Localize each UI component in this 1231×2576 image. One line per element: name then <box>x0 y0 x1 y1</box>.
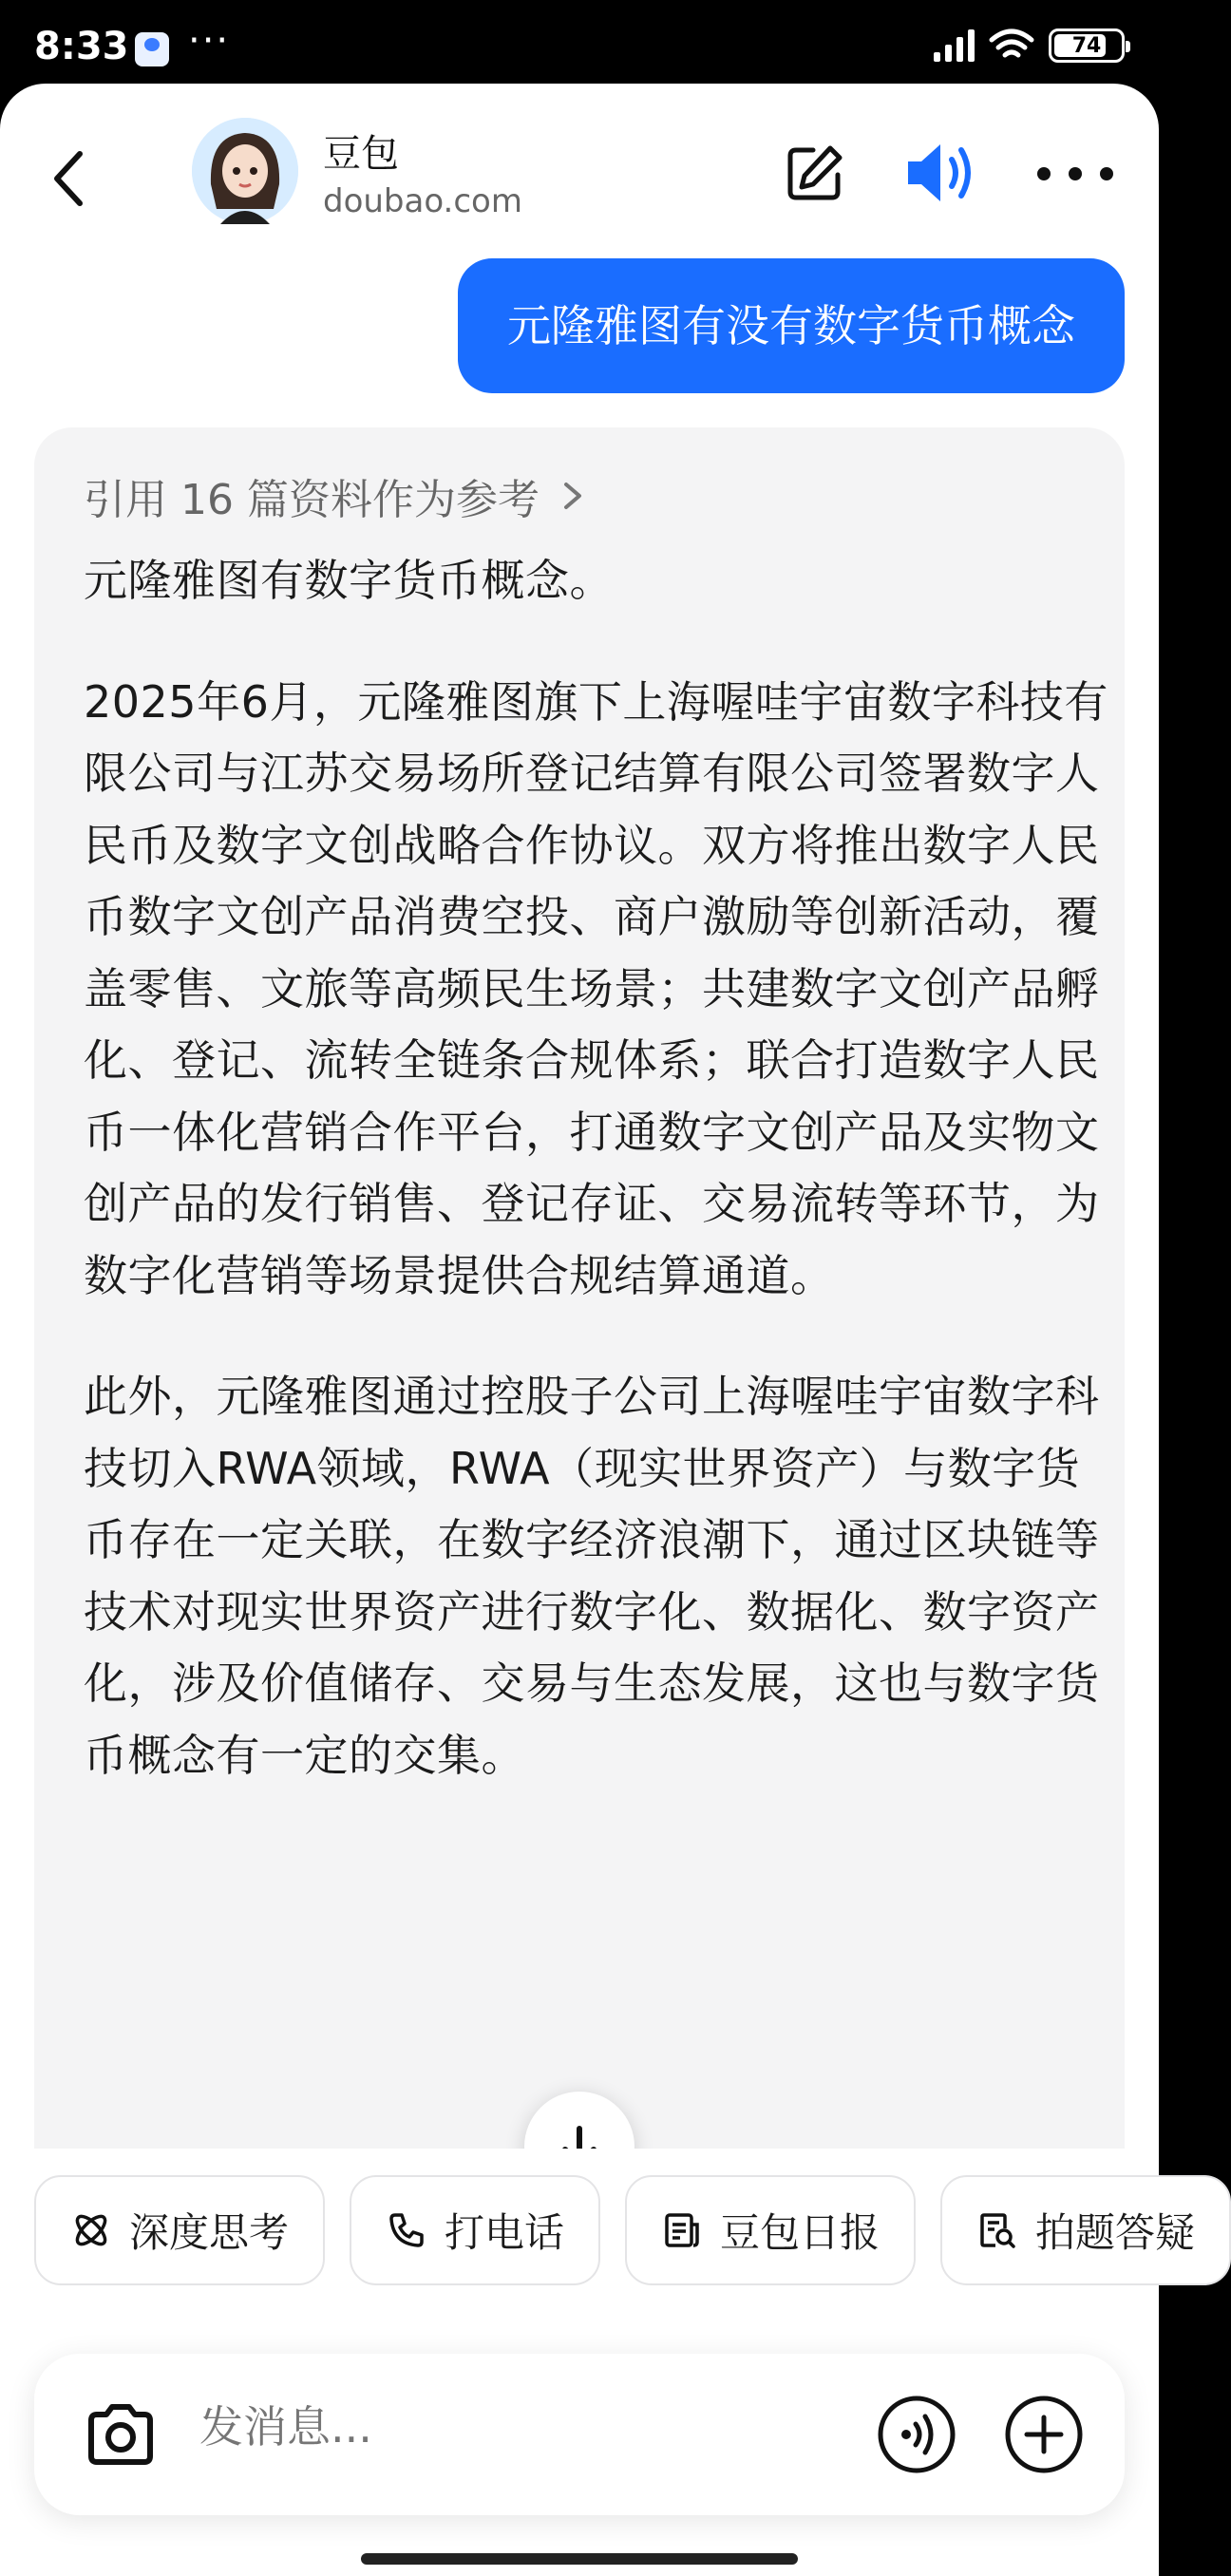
chip-label: 拍题答疑 <box>1035 2209 1196 2256</box>
chip-label: 豆包日报 <box>720 2209 881 2256</box>
voice-icon[interactable] <box>876 2394 957 2475</box>
quick-action-bar <box>34 2175 1231 2285</box>
reference-label: 引用 16 篇资料作为参考 <box>84 476 540 524</box>
edit-icon[interactable] <box>781 141 847 207</box>
signal-icon <box>934 29 975 62</box>
bot-domain: doubao.com <box>323 182 522 220</box>
reference-link[interactable] <box>84 465 587 526</box>
battery-level: 74 <box>1071 33 1102 58</box>
bot-name: 豆包 <box>323 132 399 176</box>
more-notifications-icon: ··· <box>188 19 231 63</box>
photo-question-chip[interactable] <box>940 2175 1231 2285</box>
camera-icon[interactable] <box>80 2394 161 2475</box>
chip-label: 打电话 <box>445 2209 565 2256</box>
plus-icon[interactable] <box>1003 2394 1085 2475</box>
chat-header <box>0 84 1159 258</box>
phone-icon <box>386 2209 427 2251</box>
message-input[interactable] <box>199 2401 769 2453</box>
status-icons <box>934 28 1125 63</box>
deep-think-chip[interactable] <box>34 2175 325 2285</box>
answer-text <box>84 545 1109 1841</box>
atom-icon <box>70 2209 112 2251</box>
status-bar <box>0 0 1159 91</box>
bottom-panel <box>0 2149 1196 2576</box>
user-message-bubble[interactable]: 元隆雅图有没有数字货币概念 <box>458 258 1125 393</box>
home-indicator[interactable] <box>361 2553 798 2565</box>
call-chip[interactable] <box>350 2175 600 2285</box>
speaker-icon[interactable] <box>902 137 978 209</box>
assistant-answer-card <box>34 427 1125 2232</box>
news-icon <box>661 2209 703 2251</box>
wifi-icon <box>988 28 1035 63</box>
daily-news-chip[interactable] <box>625 2175 916 2285</box>
clock: 8:33 <box>34 25 129 68</box>
answer-paragraph: 此外，元隆雅图通过控股子公司上海喔哇宇宙数字科技切入RWA领域，RWA（现实世界资产）与数字货币存在一定关联，在数字经济浪潮下，通过区块链等技术对现实世界资产进行数字化、数据化、数字资产化，涉及价值储存、交易与生态发展，这也与数字货币概念有一定的交集。 <box>84 1371 1100 1781</box>
answer-paragraph: 2025年6月，元隆雅图旗下上海喔哇宇宙数字科技有限公司与江苏交易场所登记结算有限公司签署数字人民币及数字文创战略合作协议。双方将推出数字人民币数字文创产品消费空投、商户激励等创新活动，覆盖零售、文旅等高频民生场景；共建数字文创产品孵化、登记、流转全链条合规体系；联合打造数字人民币一体化营销合作平台，打通数字文创产品及实物文创产品的发行销售、登记存证、交易流转等环节，为数字化营销等场景提供合规结算通道。 <box>84 675 1108 1301</box>
chip-label: 深度思考 <box>129 2209 290 2256</box>
back-icon[interactable] <box>42 141 99 217</box>
chat-screen <box>0 84 1196 2576</box>
avatar[interactable] <box>192 118 298 224</box>
chevron-right-icon <box>559 477 587 515</box>
app-notification-icon <box>135 32 169 66</box>
battery-icon <box>1049 28 1125 63</box>
message-composer <box>34 2354 1125 2515</box>
more-icon[interactable] <box>1037 141 1113 207</box>
search-doc-icon <box>976 2209 1018 2251</box>
answer-paragraph: 元隆雅图有数字货币概念。 <box>84 555 614 606</box>
